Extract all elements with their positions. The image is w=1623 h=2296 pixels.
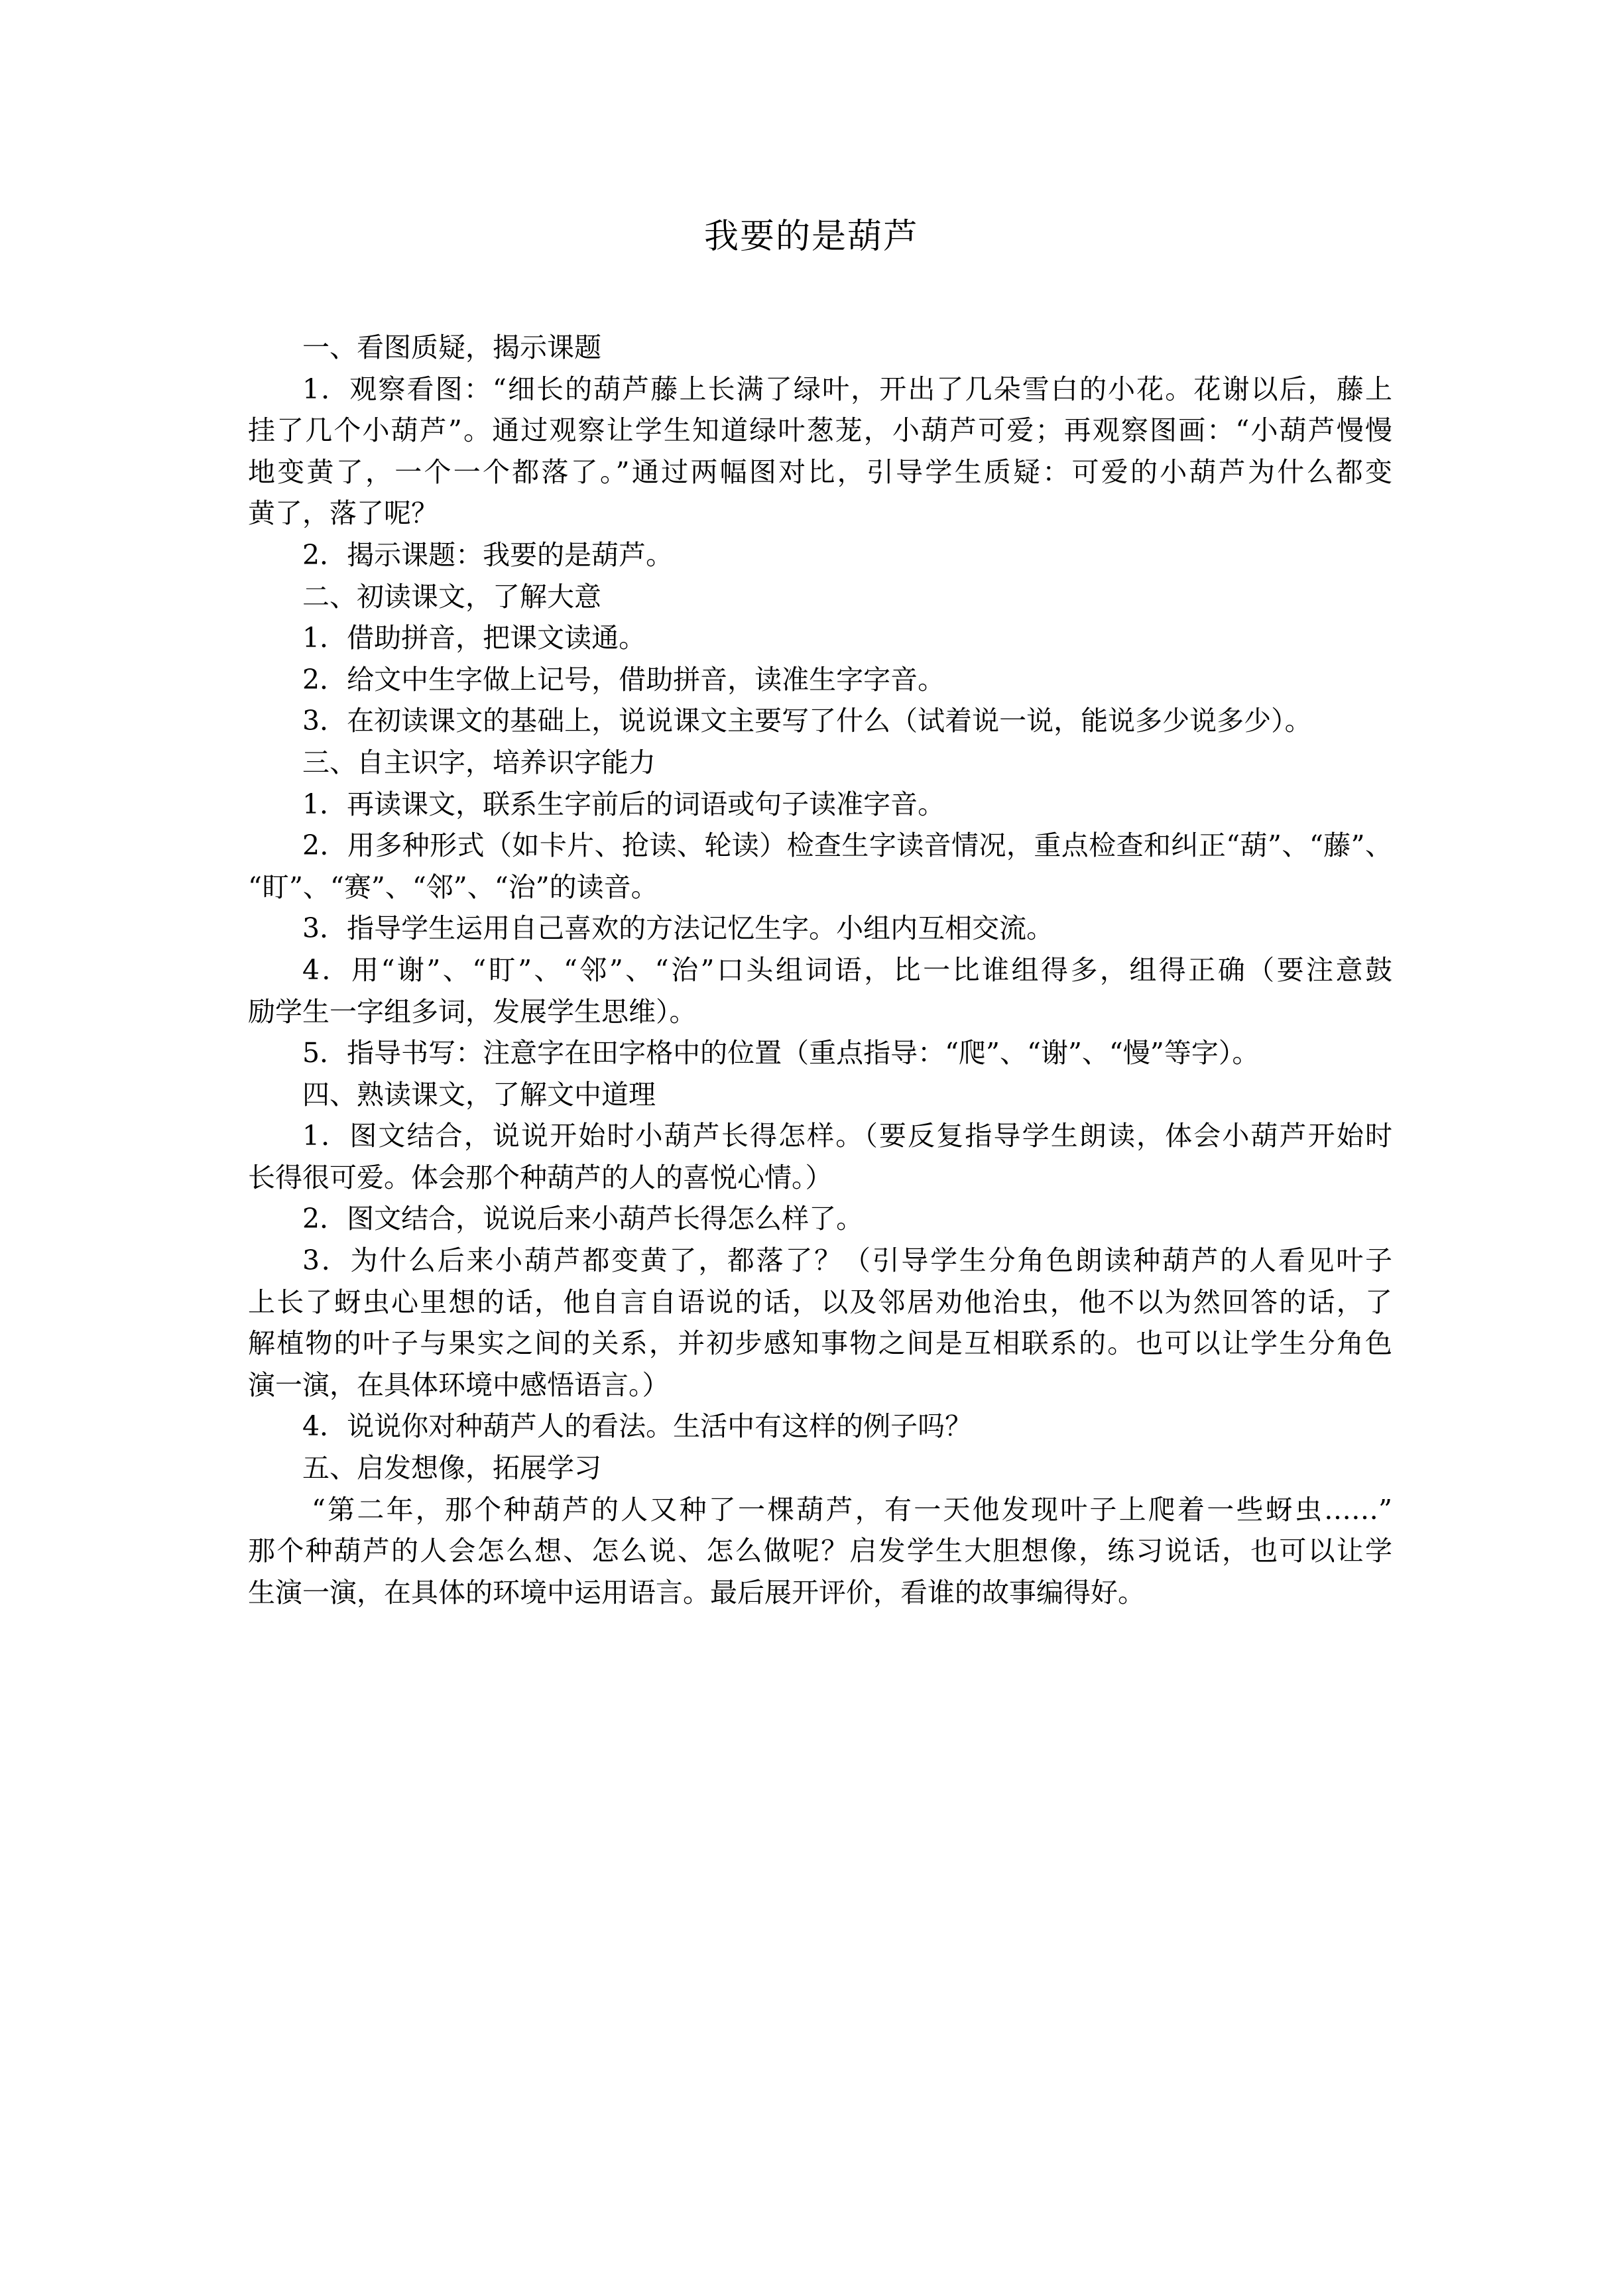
paragraph-3-5 xyxy=(248,1032,1392,1074)
text-line: 2．用多种形式（如卡片、抢读、轮读）检查生字读音情况，重点检查和纠正“葫”、“藤”、 xyxy=(302,829,1392,862)
paragraph-1-2 xyxy=(248,534,1392,576)
text-line: 1．再读课文，联系生字前后的词语或句子读准字音。 xyxy=(302,788,945,820)
text-line: 一、看图质疑，揭示课题 xyxy=(302,332,601,363)
text-line: 5．指导书写：注意字在田字格中的位置（重点指导：“爬”、“谢”、“慢”等字）。 xyxy=(302,1037,1260,1069)
section-heading-3 xyxy=(248,742,1392,784)
text-line: 那个种葫芦的人会怎么想、怎么说、怎么做呢？启发学生大胆想像，练习说话，也可以让学 xyxy=(248,1535,1392,1567)
text-line: 2．图文结合，说说后来小葫芦长得怎么样了。 xyxy=(302,1203,864,1235)
text-line: 4．用“谢”、“盯”、“邻”、“治”口头组词语，比一比谁组得多，组得正确（要注意鼓 xyxy=(302,953,1392,986)
section-heading-5 xyxy=(248,1447,1392,1489)
text-line: 1．图文结合，说说开始时小葫芦长得怎样。（要反复指导学生朗读，体会小葫芦开始时 xyxy=(302,1120,1392,1152)
text-line: 1．借助拼音，把课文读通。 xyxy=(302,622,646,654)
text-line: 四、熟读课文，了解文中道理 xyxy=(302,1078,656,1111)
text-line: 2．揭示课题：我要的是葫芦。 xyxy=(302,538,674,571)
paragraph-5-1 xyxy=(248,1489,1392,1614)
text-line: 3．在初读课文的基础上，说说课文主要写了什么（试着说一说，能说多少说多少）。 xyxy=(302,705,1312,737)
text-line: “盯”、“赛”、“邻”、“治”的读音。 xyxy=(248,871,658,903)
text-line: 长得很可爱。体会那个种葫芦的人的喜悦心情。） xyxy=(248,1161,833,1193)
text-line: 3．为什么后来小葫芦都变黄了，都落了？（引导学生分角色朗读种葫芦的人看见叶子 xyxy=(302,1244,1392,1277)
text-line: 五、启发想像，拓展学习 xyxy=(302,1452,601,1484)
paragraph-3-3 xyxy=(248,908,1392,949)
paragraph-4-3 xyxy=(248,1240,1392,1406)
paragraph-4-2 xyxy=(248,1198,1392,1240)
text-line: 黄了，落了呢？ xyxy=(248,497,438,530)
text-line: 二、初读课文，了解大意 xyxy=(302,580,601,613)
text-line: 地变黄了，一个一个都落了。”通过两幅图对比，引导学生质疑：可爱的小葫芦为什么都变 xyxy=(248,455,1392,488)
text-line: 4．说说你对种葫芦人的看法。生活中有这样的例子吗？ xyxy=(302,1410,973,1443)
text-line: 2．给文中生字做上记号，借助拼音，读准生字字音。 xyxy=(302,663,945,695)
text-line: 3．指导学生运用自己喜欢的方法记忆生字。小组内互相交流。 xyxy=(302,912,1054,945)
paragraph-1-1 xyxy=(248,369,1392,534)
paragraph-3-4 xyxy=(248,949,1392,1032)
paragraph-2-2 xyxy=(248,659,1392,701)
text-line: 解植物的叶子与果实之间的关系，并初步感知事物之间是互相联系的。也可以让学生分角色 xyxy=(248,1327,1392,1360)
text-line: 1．观察看图：“细长的葫芦藤上长满了绿叶，开出了几朵雪白的小花。花谢以后，藤上 xyxy=(302,373,1392,405)
section-heading-1 xyxy=(248,327,1392,369)
text-line: 三、自主识字，培养识字能力 xyxy=(302,746,656,778)
text-line: 生演一演，在具体的环境中运用语言。最后展开评价，看谁的故事编得好。 xyxy=(248,1576,1145,1608)
paragraph-3-2 xyxy=(248,825,1392,908)
paragraph-4-4 xyxy=(248,1406,1392,1447)
section-heading-2 xyxy=(248,576,1392,618)
paragraph-3-1 xyxy=(248,784,1392,825)
document-title: 我要的是葫芦 xyxy=(703,217,919,257)
text-line: 上长了蚜虫心里想的话，他自言自语说的话，以及邻居劝他治虫，他不以为然回答的话，了 xyxy=(248,1286,1392,1318)
text-line: “第二年，那个种葫芦的人又种了一棵葫芦，有一天他发现叶子上爬着一些蚜虫……” xyxy=(312,1493,1392,1526)
document-body xyxy=(248,327,1392,1613)
text-line: 挂了几个小葫芦”。通过观察让学生知道绿叶葱茏，小葫芦可爱；再观察图画：“小葫芦慢慢 xyxy=(248,414,1392,447)
paragraph-4-1 xyxy=(248,1115,1392,1198)
section-heading-4 xyxy=(248,1074,1392,1116)
text-line: 演一演，在具体环境中感悟语言。） xyxy=(248,1368,670,1401)
paragraph-2-3 xyxy=(248,700,1392,742)
paragraph-2-1 xyxy=(248,617,1392,659)
text-line: 励学生一字组多词，发展学生思维）。 xyxy=(248,995,697,1028)
